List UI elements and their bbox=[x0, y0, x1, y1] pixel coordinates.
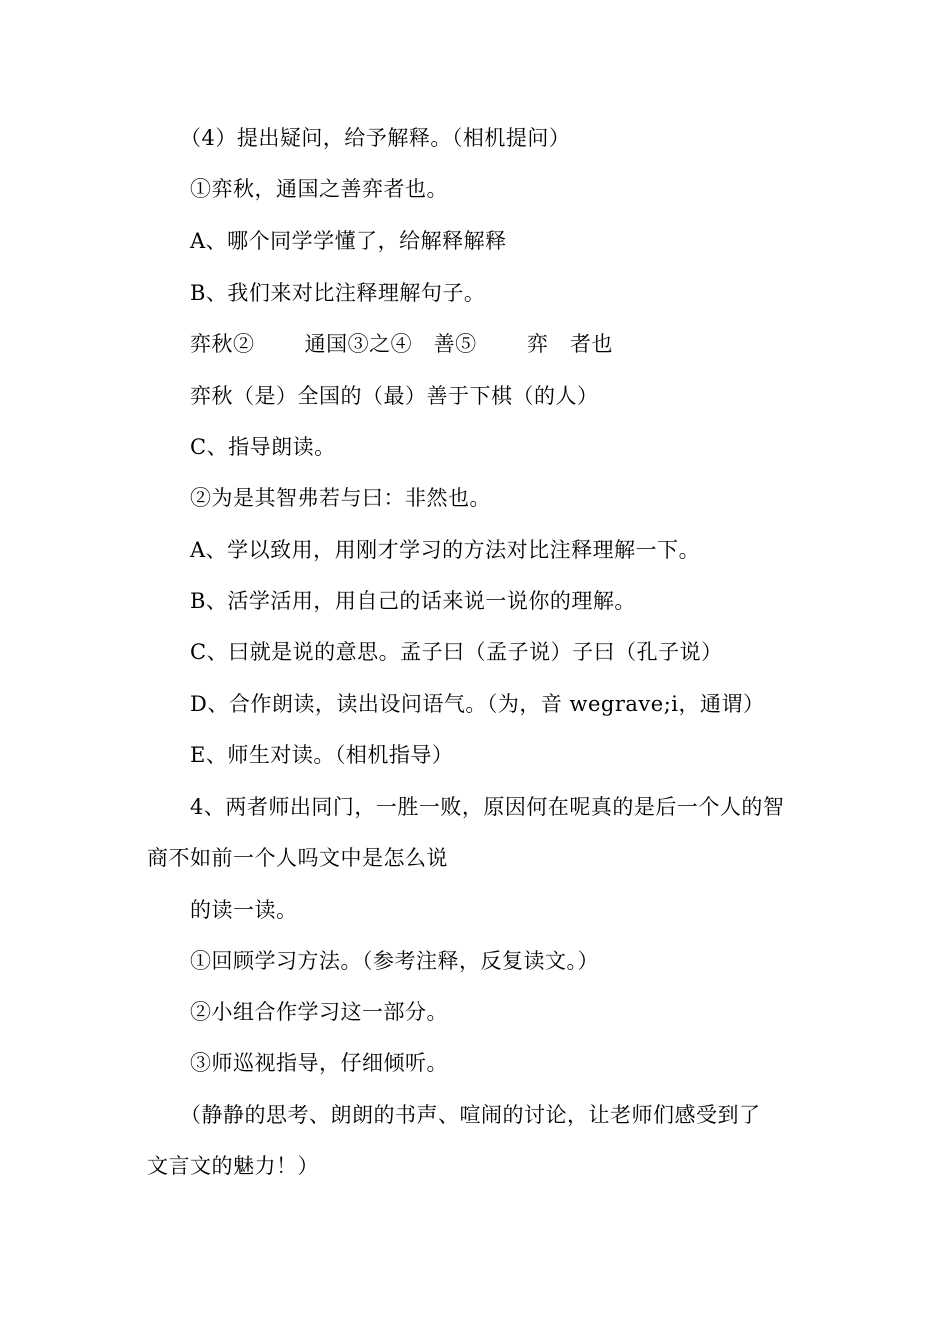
text-line: ①弈秋，通国之善弈者也。 bbox=[190, 177, 448, 201]
text-line: ②为是其智弗若与曰：非然也。 bbox=[190, 486, 491, 510]
text-line: B、活学活用，用自己的话来说一说你的理解。 bbox=[190, 589, 636, 613]
text-line: 4、两者师出同门，一胜一败，原因何在呢真的是后一个人的智 bbox=[190, 795, 785, 819]
text-line: ①回顾学习方法。（参考注释，反复读文。） bbox=[190, 949, 599, 973]
text-line: （4）提出疑问，给予解释。（相机提问） bbox=[180, 126, 571, 150]
text-line: ③师巡视指导，仔细倾听。 bbox=[190, 1051, 448, 1075]
text-line: 文言文的魅力！） bbox=[147, 1154, 319, 1178]
text-line: C、曰就是说的意思。孟子曰（孟子说）子曰（孔子说） bbox=[190, 640, 723, 664]
text-line: 商不如前一个人吗文中是怎么说 bbox=[147, 846, 448, 870]
text-line: A、哪个同学学懂了，给解释解释 bbox=[190, 229, 507, 253]
text-line: E、师生对读。（相机指导） bbox=[190, 743, 454, 767]
text-line: 弈秋（是）全国的（最）善于下棋（的人） bbox=[190, 384, 599, 408]
text-line: C、指导朗读。 bbox=[190, 435, 336, 459]
text-line: A、学以致用，用刚才学习的方法对比注释理解一下。 bbox=[190, 538, 701, 562]
text-line: B、我们来对比注释理解句子。 bbox=[190, 281, 486, 305]
text-line: （静静的思考、朗朗的书声、喧闹的讨论，让老师们感受到了 bbox=[180, 1103, 761, 1127]
text-line: 弈秋② 通国③之④ 善⑤ 弈 者也 bbox=[190, 332, 613, 356]
text-line: ②小组合作学习这一部分。 bbox=[190, 1000, 448, 1024]
text-line: D、合作朗读，读出设问语气。（为，音 wegrave;i，通谓） bbox=[190, 692, 765, 716]
text-line: 的读一读。 bbox=[190, 898, 298, 922]
